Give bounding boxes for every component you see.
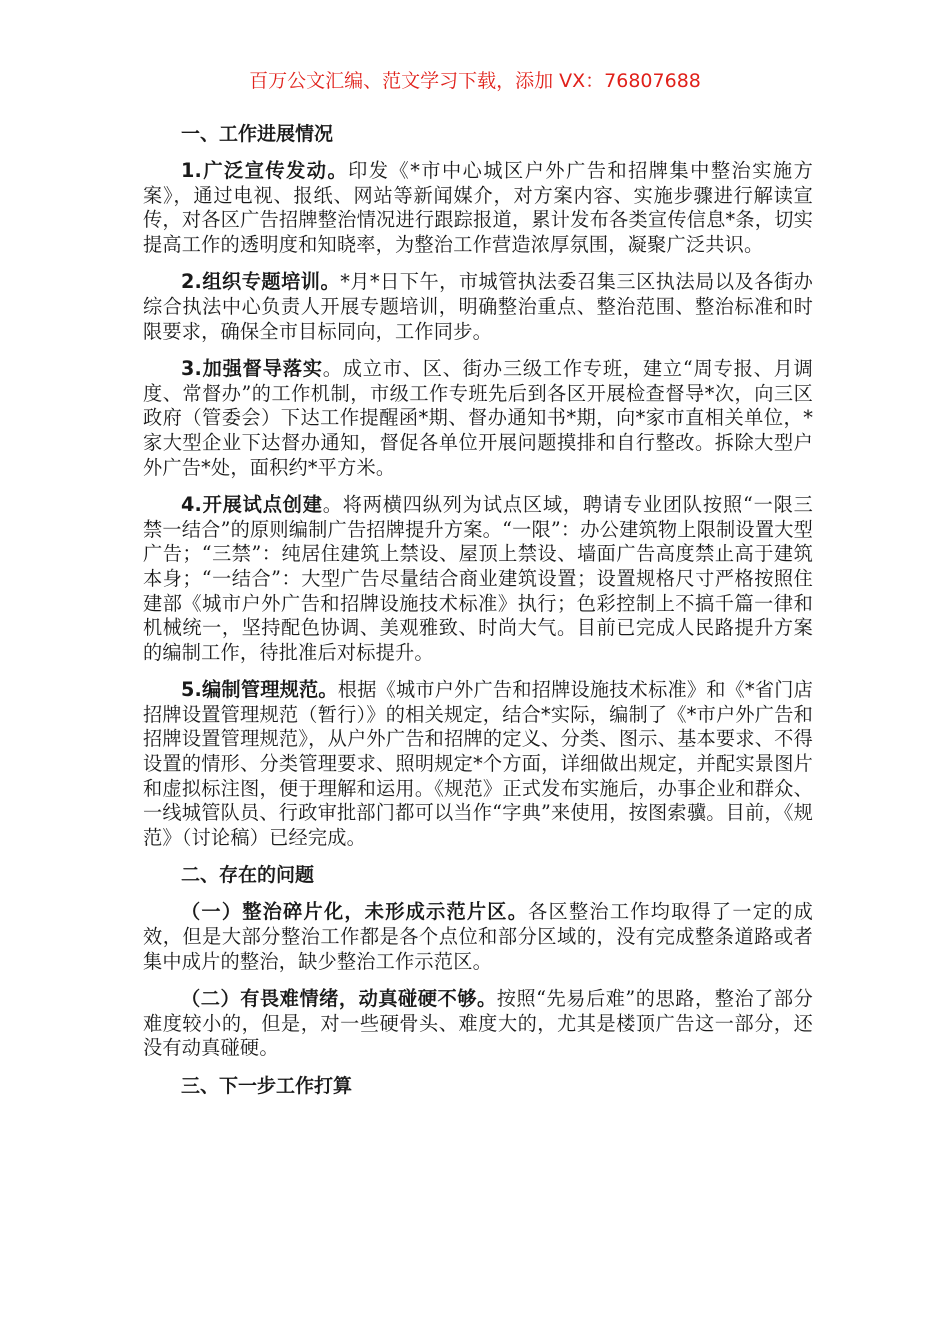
paragraph-lead: （二）有畏难情绪，动真碰硬不够。 (181, 987, 497, 1011)
section-heading-progress: 一、工作进展情况 (181, 123, 334, 145)
paragraph-text: *月*日下午，市城管执法委召集三区执法局以及各街办综合执法中心负责人开展专题培训，明确整治重点、整治范围、整治标准和时限要求，确保全市目标同向，工作同步。 (143, 270, 813, 343)
paragraph-problem-1 (143, 900, 813, 974)
paragraph-lead: 1.广泛宣传发动。 (181, 159, 349, 182)
paragraph-text: 按照“先易后难”的思路，整治了部分难度较小的，但是，对一些硬骨头、难度大的，尤其是楼顶广告这一部分，还没有动真碰硬。 (143, 987, 813, 1060)
paragraph-text: 印发《*市中心城区户外广告和招牌集中整治实施方案》，通过电视、报纸、网站等新闻媒介，对方案内容、实施步骤进行解读宣传，对各区广告招牌整治情况进行跟踪报道，累计发布各类宣传信息*条，切实提高工作的透明度和知晓率，为整治工作营造浓厚氛围，凝聚广泛共识。 (143, 159, 813, 256)
paragraph-pilot (143, 493, 813, 665)
paragraph-problem-2 (143, 987, 813, 1061)
paragraph-lead: 2.组织专题培训。 (181, 270, 341, 294)
watermark-banner: 百万公文汇编、范文学习下载，添加 VX：76807688 (249, 70, 701, 92)
paragraph-text: 。成立市、区、街办三级工作专班，建立“周专报、月调度、常督办”的工作机制，市级工作专班先后到各区开展检查督导*次，向三区政府（管委会）下达工作提醒函*期、督办通知书*期，向*家市直相关单位，*家大型企业下达督办通知，督促各单位开展问题摸排和自行整改。拆除大型户外广告*处，面积约*平方米。 (143, 357, 813, 479)
paragraph-text: 根据《城市户外广告和招牌设施技术标准》和《*省门店招牌设置管理规范（暂行）》的相关规定，结合*实际，编制了《*市户外广告和招牌设置管理规范》，从户外广告和招牌的定义、分类、图示、基本要求、不得设置的情形、分类管理要求、照明规定*个方面，详细做出规定，并配实景图片和虚拟标注图，便于理解和运用。《规范》正式发布实施后，办事企业和群众、一线城管队员、行政审批部门都可以当作“字典”来使用，按图索骥。目前，《规范》（讨论稿）已经完成。 (143, 678, 813, 849)
section-heading-problems: 二、存在的问题 (181, 864, 315, 887)
paragraph-standards (143, 678, 813, 850)
paragraph-training (143, 270, 813, 344)
paragraph-lead: 3.加强督导落实 (181, 357, 323, 381)
section-heading-next-steps: 三、下一步工作打算 (181, 1075, 353, 1097)
paragraph-lead: 4.开展试点创建 (181, 493, 323, 517)
paragraph-publicity (143, 159, 813, 257)
paragraph-lead: （一）整治碎片化，未形成示范片区。 (181, 900, 529, 924)
paragraph-text: 各区整治工作均取得了一定的成效，但是大部分整治工作都是各个点位和部分区域的，没有完成整条道路或者集中成片的整治，缺少整治工作示范区。 (143, 900, 813, 973)
paragraph-lead: 5.编制管理规范。 (181, 678, 338, 702)
paragraph-text: 。将两横四纵列为试点区域，聘请专业团队按照“一限三禁一结合”的原则编制广告招牌提升方案。“一限”：办公建筑物上限制设置大型广告；“三禁”：纯居住建筑上禁设、屋顶上禁设、墙面广告高度禁止高于建筑本身；“一结合”：大型广告尽量结合商业建筑设置；设置规格尺寸严格按照住建部《城市户外广告和招牌设施技术标准》执行；色彩控制上不搞千篇一律和机械统一，坚持配色协调、美观雅致、时尚大气。目前已完成人民路提升方案的编制工作，待批准后对标提升。 (143, 493, 813, 664)
paragraph-supervision (143, 357, 813, 480)
document-body (143, 122, 813, 1111)
